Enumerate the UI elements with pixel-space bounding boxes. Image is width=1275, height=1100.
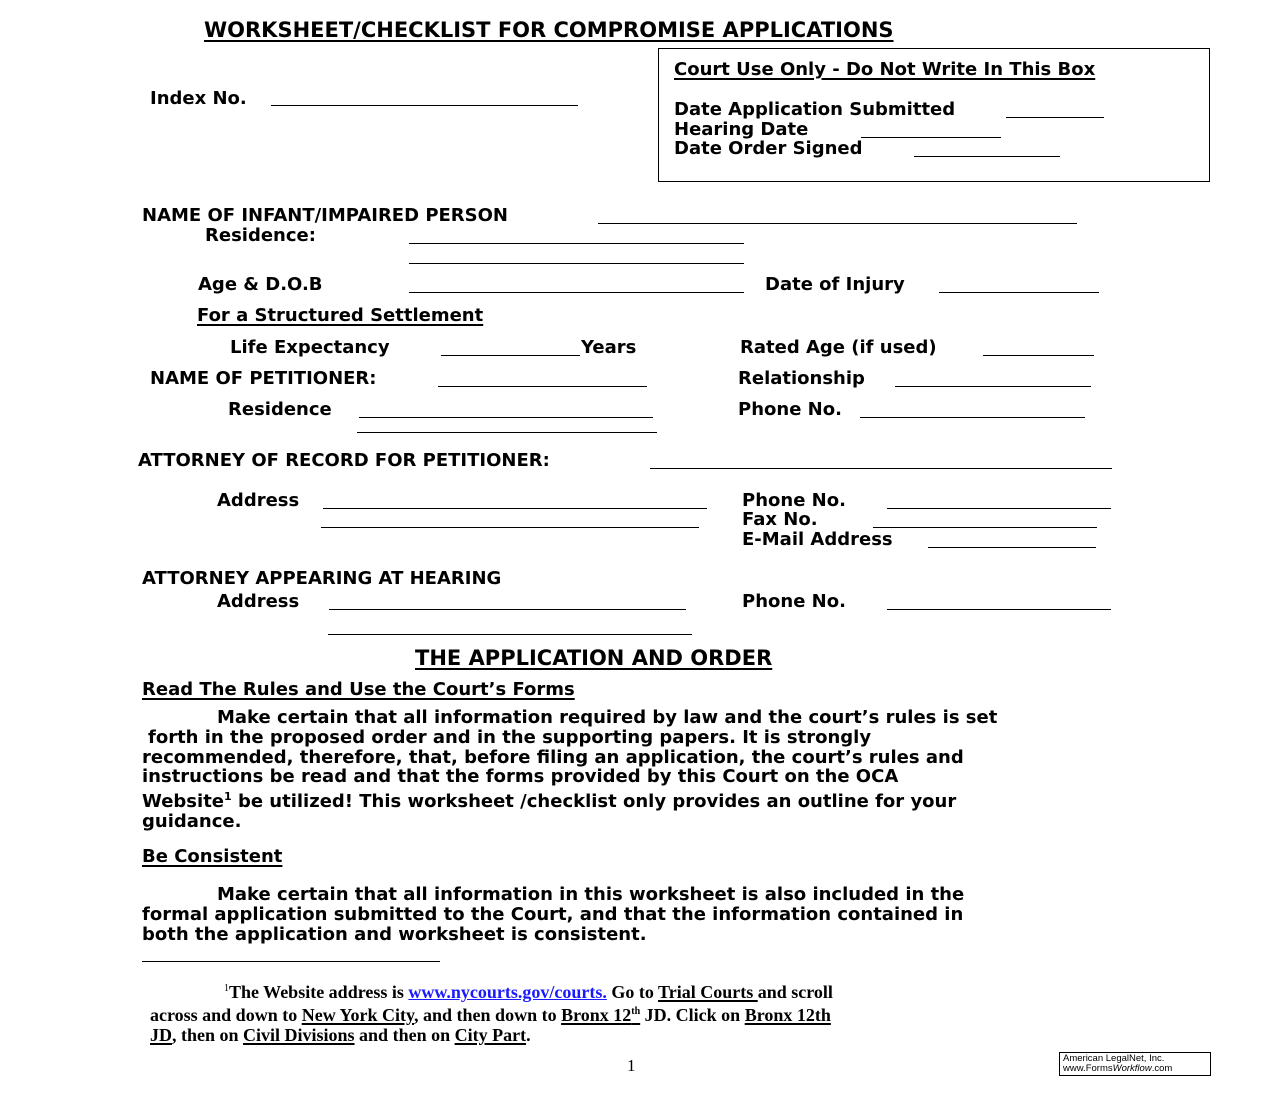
consistent-line-1: Make certain that all information in this worksheet is also included in the [217, 884, 965, 905]
footnote-separator [142, 961, 440, 962]
infant-residence-label: Residence: [205, 225, 316, 246]
footnote-text-6: JD. Click on [640, 1005, 745, 1025]
attorney-record-field[interactable] [650, 468, 1112, 469]
attorney-record-address-field-2[interactable] [321, 527, 699, 528]
age-dob-field[interactable] [409, 292, 744, 293]
petitioner-residence-field-2[interactable] [357, 432, 657, 433]
rules-line-5 [142, 787, 1132, 812]
date-submitted-label: Date Application Submitted [674, 99, 956, 120]
attorney-record-fax-field[interactable] [873, 527, 1097, 528]
attorney-hearing-address-field-2[interactable] [328, 634, 692, 635]
infant-residence-field-2[interactable] [409, 263, 744, 264]
city-part-text: City Part [454, 1025, 527, 1045]
footnote [150, 979, 1120, 1045]
attorney-hearing-phone-label: Phone No. [742, 591, 846, 612]
date-injury-field[interactable] [939, 292, 1099, 293]
hearing-date-field[interactable] [861, 137, 1001, 138]
age-dob-label: Age & D.O.B [198, 274, 323, 295]
date-signed-field[interactable] [914, 156, 1060, 157]
date-signed-label: Date Order Signed [674, 138, 863, 159]
footnote-text-9: . [526, 1025, 531, 1045]
footnote-text-2: Go to [606, 982, 659, 1002]
relationship-field[interactable] [895, 386, 1091, 387]
attorney-record-email-field[interactable] [928, 547, 1096, 548]
hearing-date-label: Hearing Date [674, 119, 809, 140]
civil-divisions-text: Civil Divisions [243, 1025, 355, 1045]
rules-line-6: guidance. [142, 810, 242, 832]
rules-website-text: Website [142, 791, 225, 813]
attorney-record-address-field-1[interactable] [323, 508, 707, 509]
watermark-text-c: .com [1151, 1063, 1173, 1074]
rules-heading: Read The Rules and Use the Court’s Forms [142, 679, 575, 700]
attorney-record-heading: ATTORNEY OF RECORD FOR PETITIONER: [138, 450, 550, 471]
watermark-box [1059, 1052, 1211, 1076]
life-expectancy-label: Life Expectancy [230, 337, 390, 358]
rules-line-5-rest: be utilized! This worksheet /checklist only provides an outline for your [231, 791, 957, 813]
footnote-text-5: , and then down to [414, 1005, 562, 1025]
petitioner-phone-field[interactable] [860, 417, 1085, 418]
attorney-hearing-address-field-1[interactable] [329, 609, 686, 610]
trial-courts-text: Trial Courts [658, 982, 758, 1002]
consistent-paragraph [142, 885, 1132, 944]
attorney-record-email-label: E-Mail Address [742, 529, 893, 550]
court-box-heading: Court Use Only - Do Not Write In This Box [674, 59, 1096, 80]
index-field[interactable] [271, 105, 578, 106]
attorney-hearing-phone-field[interactable] [887, 609, 1111, 610]
rules-line-3: recommended, therefore, that, before filing an application, the court’s rules and [142, 746, 964, 768]
infant-name-field[interactable] [598, 223, 1077, 224]
petitioner-residence-field-1[interactable] [359, 417, 653, 418]
petitioner-residence-label: Residence [228, 399, 332, 420]
attorney-record-fax-label: Fax No. [742, 509, 818, 530]
life-expectancy-field[interactable] [441, 355, 580, 356]
petitioner-name-field[interactable] [438, 386, 647, 387]
consistent-line-2: formal application submitted to the Court, and that the information contained in [142, 903, 964, 925]
bronx-12th-text: Bronx 12th [744, 1005, 831, 1025]
court-use-box [658, 48, 1210, 182]
footnote-text-7: , then on [172, 1025, 244, 1045]
infant-name-label: NAME OF INFANT/IMPAIRED PERSON [142, 205, 508, 226]
bronx-text-1: Bronx 12 [561, 1005, 632, 1025]
petitioner-phone-label: Phone No. [738, 399, 842, 420]
footnote-ref: 1 [224, 790, 232, 804]
attorney-record-phone-field[interactable] [887, 508, 1111, 509]
index-label: Index No. [150, 88, 247, 109]
rated-age-field[interactable] [983, 355, 1094, 356]
date-submitted-field[interactable] [1006, 117, 1104, 118]
section-title: THE APPLICATION AND ORDER [415, 646, 773, 670]
attorney-record-address-label: Address [217, 490, 300, 511]
attorney-record-phone-label: Phone No. [742, 490, 846, 511]
new-york-city-text: New York City [301, 1005, 415, 1025]
bronx-jd-text [561, 1005, 640, 1025]
relationship-label: Relationship [738, 368, 865, 389]
structured-heading: For a Structured Settlement [197, 305, 484, 326]
watermark-line-2 [1063, 1064, 1207, 1074]
rules-paragraph [142, 708, 1132, 832]
footnote-text-4: across and down to [150, 1005, 302, 1025]
th-superscript: th [631, 1006, 641, 1017]
rated-age-label: Rated Age (if used) [740, 337, 937, 358]
footnote-marker: 1 [224, 983, 229, 994]
rules-line-4: instructions be read and that the forms provided by this Court on the OCA [142, 766, 899, 788]
petitioner-name-label: NAME OF PETITIONER: [150, 368, 377, 389]
years-label: Years [581, 337, 637, 358]
date-injury-label: Date of Injury [765, 274, 905, 295]
footnote-text-3: and scroll [757, 982, 833, 1002]
footnote-text-8: and then on [354, 1025, 455, 1045]
page-number: 1 [627, 1056, 636, 1075]
rules-line-2: forth in the proposed order and in the supporting papers. It is strongly [148, 726, 872, 748]
footnote-text-1: The Website address is [229, 982, 409, 1002]
rules-line-1: Make certain that all information required by law and the court’s rules is set [217, 707, 998, 728]
infant-residence-field-1[interactable] [409, 243, 744, 244]
watermark-text-b: Workflow [1112, 1063, 1152, 1074]
attorney-hearing-heading: ATTORNEY APPEARING AT HEARING [142, 568, 502, 589]
jd-text: JD [150, 1025, 172, 1045]
website-link[interactable]: www.nycourts.gov/courts. [408, 982, 607, 1002]
watermark-text-a: www.Forms [1063, 1063, 1113, 1074]
page-title: WORKSHEET/CHECKLIST FOR COMPROMISE APPLICATIONS [204, 18, 894, 42]
watermark-line-1: American LegalNet, Inc. [1063, 1053, 1165, 1064]
attorney-hearing-address-label: Address [217, 591, 300, 612]
consistent-line-3: both the application and worksheet is consistent. [142, 923, 647, 945]
consistent-heading: Be Consistent [142, 846, 283, 867]
